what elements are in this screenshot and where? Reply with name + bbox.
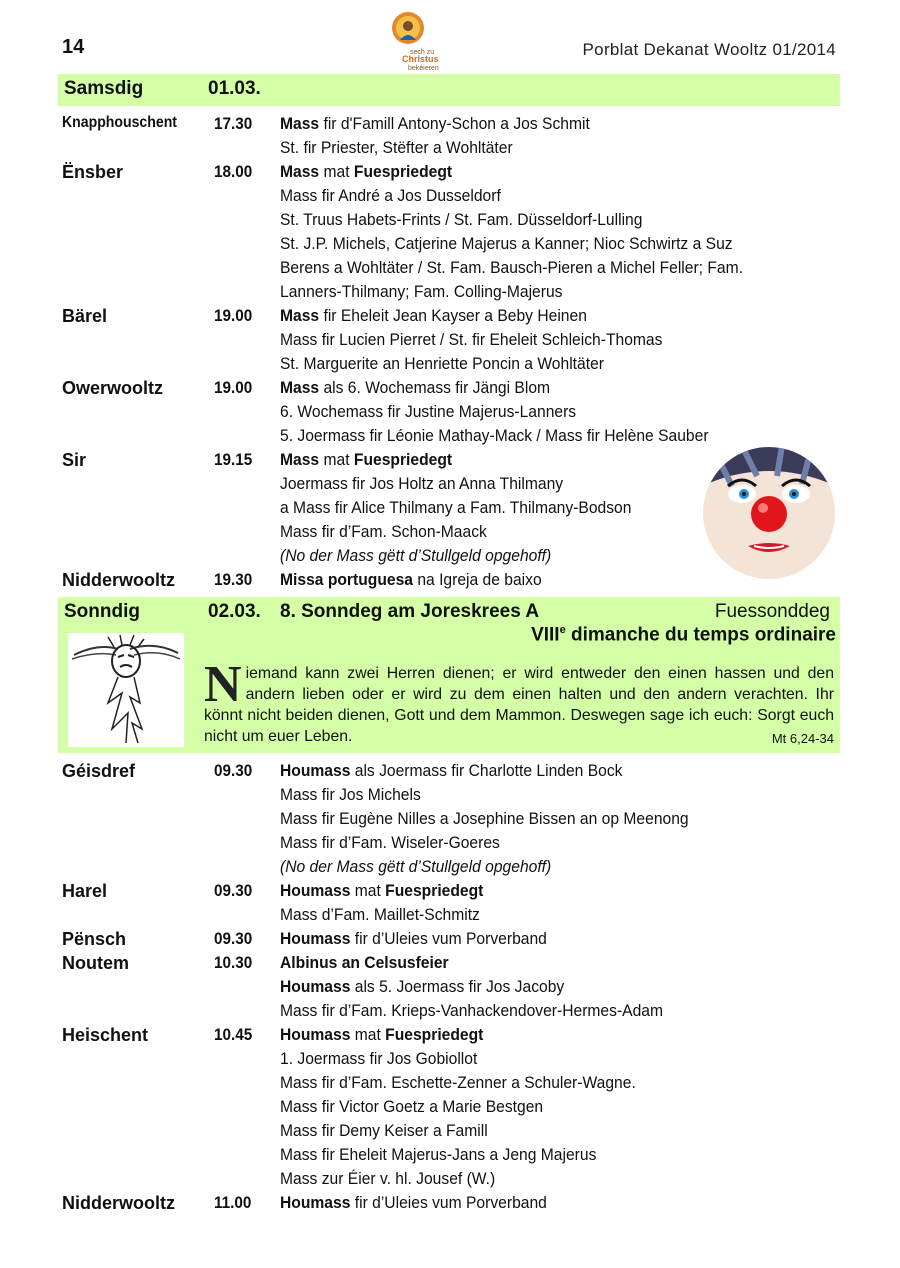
mass-time: 10.30 (214, 953, 253, 972)
mass-description (280, 1121, 488, 1141)
place-name: Heischent (62, 1025, 149, 1045)
mass-description (280, 977, 564, 997)
mass-intention: 1. Joermass fir Jos Gobiollot (280, 1049, 478, 1068)
mass-description (280, 881, 483, 901)
logo-text-1: sech zu (410, 49, 435, 56)
page-number: 14 (62, 36, 85, 58)
place-name: Harel (62, 881, 108, 901)
mass-time: 09.30 (214, 881, 253, 900)
mass-feature: Fuespriedegt (385, 881, 484, 900)
schedule-row (62, 809, 842, 833)
mass-type: Mass (280, 114, 320, 133)
mass-time: 19.00 (214, 378, 253, 397)
french-title-sup: e (559, 624, 566, 636)
sunday-french-title (531, 624, 836, 646)
mass-description (280, 546, 551, 566)
mass-description (280, 1193, 547, 1213)
mass-description (280, 426, 709, 446)
mass-type: Mass (280, 378, 320, 397)
sunday-schedule (62, 761, 842, 1217)
schedule-row (62, 857, 842, 881)
mass-intention: mat (350, 1025, 386, 1044)
logo-text-2: Christus (402, 54, 439, 64)
schedule-row (62, 378, 842, 402)
mass-intention: fir d'Famill Antony-Schon a Jos Schmit (319, 114, 590, 133)
gospel-drop-cap: N (204, 656, 242, 713)
mass-intention: Mass fir Victor Goetz a Marie Bestgen (280, 1097, 544, 1116)
mass-description (280, 1049, 477, 1069)
schedule-row (62, 330, 842, 354)
mass-time: 09.30 (214, 929, 253, 948)
mass-description (280, 330, 662, 350)
mass-intention: Mass fir d’Fam. Schon-Maack (280, 522, 487, 541)
place-name: Nidderwooltz (62, 570, 175, 590)
mass-description (280, 162, 452, 182)
schedule-row (62, 402, 842, 426)
mass-time: 10.45 (214, 1025, 253, 1044)
mass-type: Albinus an Celsusfeier (280, 953, 449, 972)
mass-description (280, 450, 452, 470)
french-title-numeral: VIII (531, 624, 560, 646)
mass-description (280, 809, 689, 829)
schedule-row (62, 1169, 842, 1193)
mass-description (280, 282, 562, 302)
clown-photo (702, 446, 836, 580)
place-name: Noutem (62, 953, 129, 973)
mass-description (280, 234, 733, 254)
mass-time: 09.30 (214, 761, 253, 780)
schedule-row (62, 1121, 842, 1145)
mass-intention: fir d’Uleies vum Porverband (350, 1193, 547, 1212)
mass-time: 18.00 (214, 162, 253, 181)
mass-description (280, 761, 622, 781)
mass-intention: 5. Joermass fir Léonie Mathay-Mack / Mass fir Helène Sauber (280, 426, 709, 445)
sunday-date: 02.03. (208, 601, 261, 622)
mass-description (280, 905, 480, 925)
mass-description (280, 1169, 495, 1189)
mass-time: 19.15 (214, 450, 253, 469)
schedule-row (62, 905, 842, 929)
mass-intention: als Joermass fir Charlotte Linden Bock (350, 761, 623, 780)
mass-time: 11.00 (214, 1193, 252, 1212)
schedule-row (62, 1145, 842, 1169)
mass-intention: Mass fir Eugène Nilles a Josephine Bissen an op Meenong (280, 809, 689, 828)
mass-intention: Berens a Wohltäter / St. Fam. Bausch-Pieren a Michel Feller; Fam. (280, 258, 744, 277)
mass-feature: Fuespriedegt (353, 450, 453, 469)
mass-description (280, 1145, 596, 1165)
schedule-row (62, 833, 842, 857)
schedule-row (62, 186, 842, 210)
mass-intention: als 6. Wochemass fir Jängi Blom (319, 378, 551, 397)
mass-type: Missa portuguesa (280, 570, 413, 589)
sunday-day: Sonndig (64, 601, 140, 622)
schedule-row (62, 114, 842, 138)
sunday-title: 8. Sonndeg am Joreskrees A (280, 601, 540, 622)
mass-description (280, 1097, 543, 1117)
place-name: Pënsch (62, 929, 127, 949)
mass-type: Houmass (280, 881, 351, 900)
mass-intention: mat (319, 450, 354, 469)
mass-description (280, 138, 513, 158)
schedule-row (62, 282, 842, 306)
schedule-row (62, 234, 842, 258)
mass-intention: Mass d’Fam. Maillet-Schmitz (280, 905, 480, 924)
mass-description (280, 1001, 663, 1021)
sketch-illustration (68, 633, 184, 747)
mass-intention: mat (319, 162, 354, 181)
mass-description (280, 785, 421, 805)
mass-description (280, 522, 487, 542)
schedule-row (62, 210, 842, 234)
mass-description (280, 186, 501, 206)
mass-type: Mass (280, 162, 320, 181)
mass-intention: Mass fir Lucien Pierret / St. fir Eheleit Schleich-Thomas (280, 330, 663, 349)
mass-type: Houmass (280, 1193, 351, 1212)
mass-description (280, 306, 587, 326)
schedule-row (62, 785, 842, 809)
mass-description (280, 402, 576, 422)
mass-intention: als 5. Joermass fir Jos Jacoby (350, 977, 565, 996)
place-name: Knapphouschent (62, 114, 177, 131)
schedule-row (62, 354, 842, 378)
mass-intention: Lanners-Thilmany; Fam. Colling-Majerus (280, 282, 563, 301)
mass-time: 19.30 (214, 570, 253, 589)
schedule-row (62, 138, 842, 162)
logo-text-3: bekéieren (408, 65, 439, 72)
mass-type: Mass (280, 306, 320, 325)
mass-intention: fir d’Uleies vum Porverband (350, 929, 547, 948)
schedule-row (62, 258, 842, 282)
schedule-row (62, 1001, 842, 1025)
mass-intention: Mass fir André a Jos Dusseldorf (280, 186, 501, 205)
mass-intention: Mass fir d’Fam. Wiseler-Goeres (280, 833, 500, 852)
saturday-day: Samsdig (64, 78, 144, 99)
publication-title: Porblat Dekanat Wooltz 01/2014 (582, 40, 836, 59)
schedule-row (62, 929, 842, 953)
sunday-header (58, 597, 840, 753)
saturday-date: 01.03. (208, 78, 261, 99)
mass-description (280, 1025, 483, 1045)
mass-type: Houmass (280, 977, 351, 996)
mass-time: 17.30 (214, 114, 253, 133)
mass-intention: St. J.P. Michels, Catjerine Majerus a Kanner; Nioc Schwirtz a Suz (280, 234, 733, 253)
mass-intention: Mass fir Demy Keiser a Famill (280, 1121, 488, 1140)
mass-feature: Fuespriedegt (385, 1025, 484, 1044)
mass-intention: 6. Wochemass fir Justine Majerus-Lanners (280, 402, 577, 421)
mass-time: 19.00 (214, 306, 253, 325)
mass-type: Houmass (280, 1025, 351, 1044)
gospel-text: iemand kann zwei Herren dienen; er wird entweder den einen hassen und den andern lieben oder er wird zu dem einen halten und den andern verachten. Ihr könnt nicht beiden dienen, Gott und dem Mammon. Deswegen sage ich euch: Sorgt euch nicht um euer Leben. (204, 665, 834, 745)
mass-description (280, 210, 642, 230)
mass-description (280, 953, 449, 973)
mass-type: Houmass (280, 761, 351, 780)
mass-description (280, 378, 550, 398)
place-name: Nidderwooltz (62, 1193, 175, 1213)
mass-note: (No der Mass gëtt d’Stullgeld opgehoff) (280, 857, 552, 876)
mass-intention: Joermass fir Jos Holtz an Anna Thilmany (280, 474, 564, 493)
schedule-row (62, 761, 842, 785)
mass-intention: St. fir Priester, Stëfter a Wohltäter (280, 138, 513, 157)
mass-intention: Mass zur Éier v. hl. Jousef (W.) (280, 1169, 496, 1188)
mass-description (280, 354, 604, 374)
sunday-right-label: Fuessonddeg (714, 601, 830, 622)
mass-type: Houmass (280, 929, 351, 948)
mass-description (280, 258, 743, 278)
mass-description (280, 474, 563, 494)
place-name: Bärel (62, 306, 108, 326)
mass-description (280, 1073, 636, 1093)
place-name: Ënsber (62, 162, 124, 182)
mass-intention: a Mass fir Alice Thilmany a Fam. Thilmany-Bodson (280, 498, 632, 517)
schedule-row (62, 306, 842, 330)
schedule-row (62, 1073, 842, 1097)
mass-intention: na Igreja de baixo (412, 570, 542, 589)
mass-description (280, 498, 631, 518)
mass-feature: Fuespriedegt (353, 162, 453, 181)
mass-intention: mat (350, 881, 386, 900)
mass-intention: fir Eheleit Jean Kayser a Beby Heinen (319, 306, 587, 325)
mass-intention: St. Truus Habets-Frints / St. Fam. Düsseldorf-Lulling (280, 210, 643, 229)
mass-intention: Mass fir Jos Michels (280, 785, 421, 804)
schedule-row (62, 1025, 842, 1049)
mass-description (280, 114, 590, 134)
schedule-row (62, 881, 842, 905)
gospel-quote (204, 656, 834, 749)
mass-note: (No der Mass gëtt d’Stullgeld opgehoff) (280, 546, 552, 565)
mass-description (280, 833, 500, 853)
mass-intention: St. Marguerite an Henriette Poncin a Wohltäter (280, 354, 604, 373)
logo (388, 10, 452, 72)
schedule-row (62, 953, 842, 977)
mass-description (280, 929, 547, 949)
schedule-row (62, 1097, 842, 1121)
french-title-rest: dimanche du temps ordinaire (565, 624, 836, 646)
place-name: Géisdref (62, 761, 136, 781)
schedule-row (62, 1049, 842, 1073)
mass-type: Mass (280, 450, 320, 469)
mass-intention: Mass fir d’Fam. Eschette-Zenner a Schuler-Wagne. (280, 1073, 636, 1092)
saturday-header (58, 74, 840, 106)
schedule-row (62, 977, 842, 1001)
schedule-row (62, 162, 842, 186)
schedule-row (62, 1193, 842, 1217)
mass-intention: Mass fir Eheleit Majerus-Jans a Jeng Majerus (280, 1145, 597, 1164)
mass-intention: Mass fir d’Fam. Krieps-Vanhackendover-Hermes-Adam (280, 1001, 664, 1020)
mass-description (280, 857, 551, 877)
gospel-reference: Mt 6,24-34 (771, 731, 834, 746)
place-name: Sir (62, 450, 87, 470)
place-name: Owerwooltz (62, 378, 164, 398)
mass-description (280, 570, 542, 590)
